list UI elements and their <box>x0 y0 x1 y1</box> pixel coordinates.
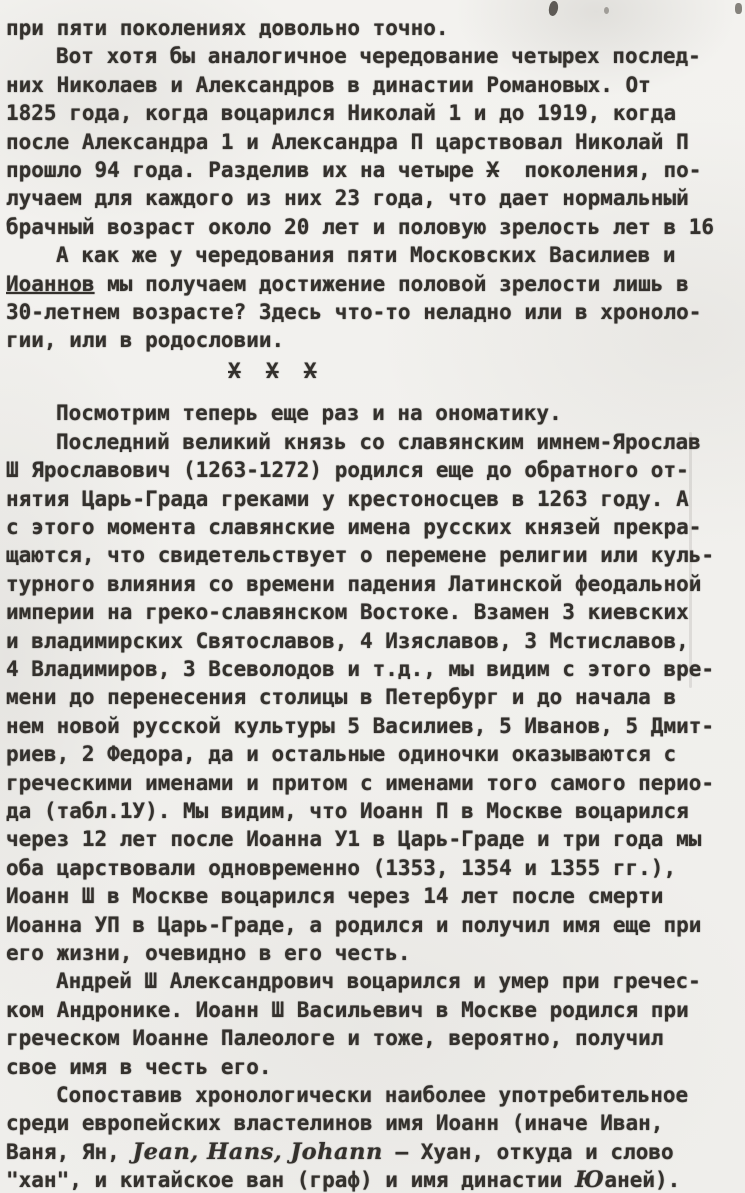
document-text <box>6 14 745 1193</box>
text-line <box>6 882 745 910</box>
struck-text: Х <box>228 358 241 383</box>
text-segment: щаются, что свидетельствует о перемене религии или куль- <box>6 543 715 568</box>
text-segment: греческими именами и притом с именами того самого перио- <box>6 770 715 795</box>
text-segment: риев, 2 Федора, да и остальные одиночки оказываются с <box>6 742 677 767</box>
text-segment <box>241 359 266 383</box>
handwritten-text: Ю <box>574 1167 605 1193</box>
text-segment: А как же у чередования пяти Московских Василиев и <box>56 243 676 268</box>
text-segment: Последний великий князь со славянским имнем-Ярослав <box>56 429 701 454</box>
text-segment: прошло 94 года. Разделив их на четыре <box>6 158 487 183</box>
text-segment: с этого момента славянские имена русских князей прекра- <box>6 514 702 539</box>
text-line <box>6 213 745 241</box>
text-line <box>6 570 745 598</box>
text-line <box>6 797 745 825</box>
text-line <box>6 156 745 184</box>
text-segment: Ваня, Ян, <box>6 1139 133 1164</box>
text-line <box>6 42 745 70</box>
text-segment: его жизни, очевидно в его честь. <box>6 941 411 965</box>
text-line <box>6 99 745 127</box>
text-line <box>6 14 745 42</box>
section-separator <box>228 357 745 385</box>
text-segment: свое имя в честь его. <box>6 1054 272 1079</box>
text-line <box>6 128 745 156</box>
text-line <box>6 326 745 354</box>
text-line <box>6 1138 745 1166</box>
text-segment: через 12 лет после Иоанна У1 в Царь-Граде и три года мы <box>6 827 702 852</box>
ink-speck <box>735 3 742 14</box>
text-line <box>6 184 745 212</box>
text-segment: мы получаем достижение половой зрелости лишь в <box>94 271 689 296</box>
text-segment: Ш Ярославович (1263-1272) родился еще до обратного от- <box>6 458 689 483</box>
text-segment: аней). <box>604 1168 681 1193</box>
struck-text: Х <box>303 358 317 383</box>
text-line <box>6 513 745 541</box>
text-segment: ком Андронике. Иоанн Ш Васильевич в Москве родился при <box>6 997 689 1022</box>
text-segment: 4 Владимиров, 3 Всеволодов и т.д., мы видим с этого вре- <box>6 656 715 681</box>
text-segment: нятия Царь-Града греками у крестоносцев в 1263 году. А <box>6 486 689 511</box>
text-line <box>6 740 745 768</box>
text-segment: Вот хотя бы аналогичное чередование четырех послед- <box>56 44 701 69</box>
text-segment: после Александра 1 и Александра П царствовал Николай П <box>6 129 689 154</box>
text-segment: гии, или в родословии. <box>6 328 285 353</box>
text-line <box>6 655 745 683</box>
text-line <box>6 456 745 484</box>
text-segment: империи на греко-славянском Востоке. Взамен 3 киевских <box>6 600 689 625</box>
text-segment: поколения, по- <box>499 158 702 183</box>
text-segment: турного влияния со времени падения Латинской феодальной <box>6 571 702 596</box>
text-line <box>6 911 745 939</box>
text-line <box>6 1109 745 1137</box>
text-segment: "хан", и китайское ван (граф) и имя династии <box>6 1168 575 1193</box>
text-segment: мени до перенесения столицы в Петербург и до начала в <box>6 685 677 710</box>
text-segment: при пяти поколениях довольно точно. <box>6 16 449 40</box>
text-segment: 30-летнем возрасте? Здесь что-то неладно или в хроноло- <box>6 300 702 325</box>
text-line <box>6 71 745 99</box>
struck-text: Х <box>265 358 279 383</box>
struck-text: Х <box>486 158 500 183</box>
text-segment: брачный возраст около 20 лет и половую зрелость лет в 16 <box>6 214 715 239</box>
text-segment: нем новой русской культуры 5 Василиев, 5 Иванов, 5 Дмит- <box>6 713 715 738</box>
text-segment: да (табл.1У). Мы видим, что Иоанн П в Москве воцарился <box>6 798 689 823</box>
text-segment: греческом Иоанне Палеологе и тоже, вероятно, получил <box>6 1026 664 1051</box>
text-segment: Андрей Ш Александрович воцарился и умер при гречес- <box>56 969 701 994</box>
text-line <box>6 1053 745 1081</box>
text-line <box>6 996 745 1024</box>
text-line <box>6 1024 745 1052</box>
text-line <box>6 1166 745 1193</box>
text-line <box>6 270 745 298</box>
text-line <box>6 428 745 456</box>
handwritten-text: Jean, Hans, Johann <box>132 1138 383 1165</box>
text-segment <box>279 359 304 383</box>
text-segment: Иоанн Ш в Москве воцарился через 14 лет после смерти <box>6 884 664 909</box>
text-line <box>6 967 745 995</box>
text-segment: них Николаев и Александров в династии Романовых. От <box>6 72 651 97</box>
text-line <box>6 541 745 569</box>
text-segment: оба царствовали одновременно (1353, 1354 и 1355 гг.), <box>6 855 677 880</box>
text-line <box>6 598 745 626</box>
text-line <box>6 627 745 655</box>
text-segment: Посмотрим теперь еще раз и на ономатику. <box>56 401 562 426</box>
text-segment: Сопоставив хронологически наиболее употребительное <box>56 1083 689 1108</box>
text-segment: и владимирских Святославов, 4 Изяславов, 3 Мстиславов, <box>6 628 689 653</box>
text-line <box>6 241 745 269</box>
text-line <box>6 825 745 853</box>
text-segment: Иоанна УП в Царь-Граде, а родился и получил имя еще при <box>6 912 702 937</box>
text-line <box>6 298 745 326</box>
text-line <box>6 399 745 427</box>
text-line <box>6 1081 745 1109</box>
text-segment: — Хуан, откуда и слово <box>382 1139 674 1164</box>
text-line <box>6 712 745 740</box>
ink-speck <box>604 7 609 14</box>
text-segment: среди европейских властелинов имя Иоанн (иначе Иван, <box>6 1111 664 1136</box>
text-line <box>6 769 745 797</box>
text-segment: 1825 года, когда воцарился Николай 1 и до 1919, когда <box>6 101 677 126</box>
text-segment: лучаем для каждого из них 23 года, что дает нормальный <box>6 186 689 211</box>
text-line <box>6 939 745 967</box>
text-line <box>6 854 745 882</box>
text-line <box>6 485 745 513</box>
underline-text: Иоаннов <box>6 271 95 296</box>
text-line <box>6 683 745 711</box>
